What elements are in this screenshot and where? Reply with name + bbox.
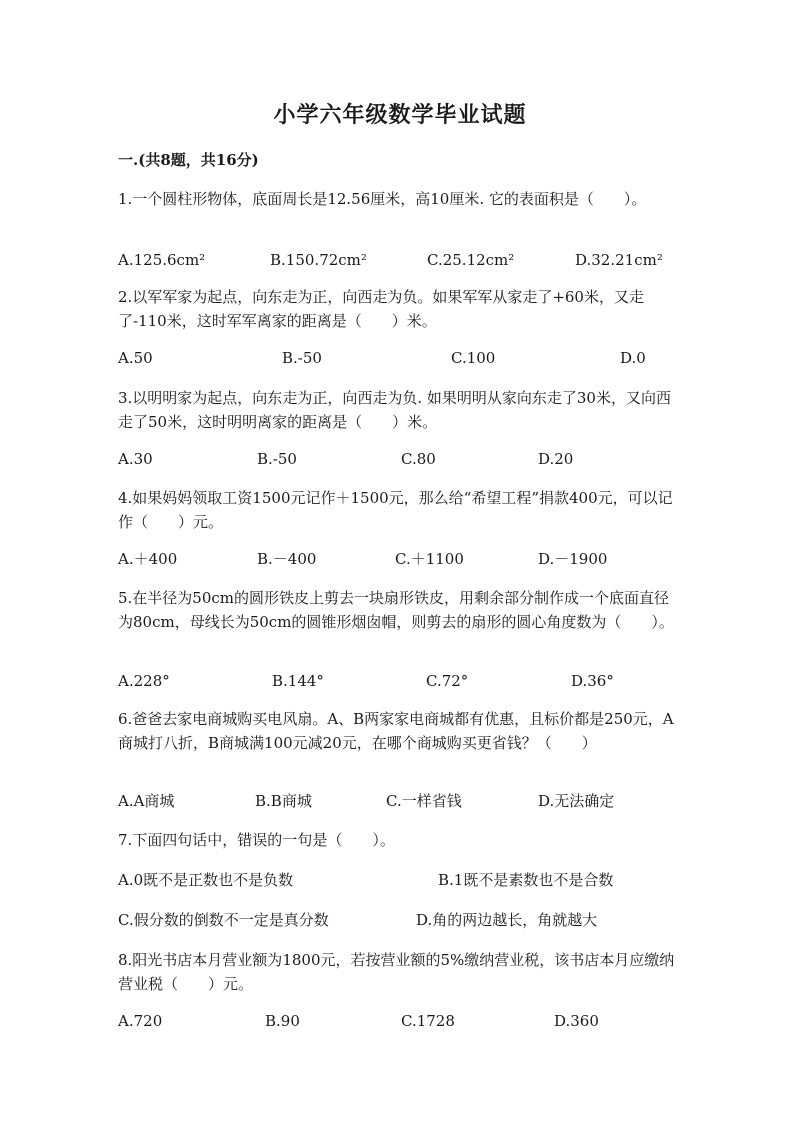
question-7: 7.下面四句话中，错误的一句是（ ）。 (118, 831, 395, 849)
option-d[interactable]: D.－1900 (538, 550, 608, 568)
question-8-options (118, 1009, 680, 1033)
option-c[interactable]: C.72° (426, 672, 469, 690)
option-a[interactable]: A.720 (118, 1012, 163, 1030)
option-b[interactable]: B.-50 (282, 349, 322, 367)
option-d[interactable]: D.360 (554, 1012, 599, 1030)
option-d[interactable]: D.无法确定 (538, 792, 615, 810)
option-b[interactable]: B.150.72cm² (270, 251, 367, 269)
option-a[interactable]: A.50 (118, 349, 153, 367)
question-4-options (118, 547, 680, 571)
option-c[interactable]: C.＋1100 (395, 550, 464, 568)
option-c[interactable]: C.1728 (401, 1012, 455, 1030)
option-a[interactable]: A.228° (118, 672, 170, 690)
option-b[interactable]: B.－400 (257, 550, 317, 568)
option-a[interactable]: A.125.6cm² (118, 251, 206, 269)
option-d[interactable]: D.角的两边越长，角就越大 (416, 911, 598, 929)
question-5: 5.在半径为50cm的圆形铁皮上剪去一块扇形铁皮，用剩余部分制作成一个底面直径为80cm，母线长为50cm的圆锥形烟囱帽，则剪去的扇形的圆心角度数为（ ）。 (118, 589, 674, 631)
page-title: 小学六年级数学毕业试题 (273, 102, 527, 128)
option-a[interactable]: A.30 (118, 450, 153, 468)
option-c[interactable]: C.假分数的倒数不一定是真分数 (118, 911, 329, 929)
option-b[interactable]: B.90 (265, 1012, 300, 1030)
question-6: 6.爸爸去家电商城购买电风扇。A、B两家家电商城都有优惠，且标价都是250元，A商城打八折，B商城满100元减20元，在哪个商城购买更省钱？（ ） (118, 710, 674, 752)
option-b[interactable]: B.1既不是素数也不是合数 (438, 871, 614, 889)
question-2: 2.以军军家为起点，向东走为正，向西走为负。如果军军从家走了+60米，又走了-110米，这时军军离家的距离是（ ）米。 (118, 288, 644, 330)
option-c[interactable]: C.80 (401, 450, 436, 468)
option-a[interactable]: A.0既不是正数也不是负数 (118, 871, 294, 889)
question-2-options (118, 346, 680, 370)
option-b[interactable]: B.B商城 (255, 792, 312, 810)
option-a[interactable]: A.＋400 (118, 550, 178, 568)
option-d[interactable]: D.0 (620, 349, 646, 367)
question-7-options-row-1 (118, 868, 680, 892)
option-a[interactable]: A.A商城 (118, 792, 175, 810)
option-b[interactable]: B.144° (272, 672, 324, 690)
question-5-options (118, 669, 680, 693)
option-c[interactable]: C.100 (451, 349, 496, 367)
section-heading: 一.(共8题，共16分) (118, 151, 259, 169)
option-c[interactable]: C.一样省钱 (386, 792, 462, 810)
question-6-options (118, 789, 680, 813)
option-d[interactable]: D.20 (538, 450, 574, 468)
option-c[interactable]: C.25.12cm² (427, 251, 515, 269)
question-4: 4.如果妈妈领取工资1500元记作＋1500元，那么给“希望工程”捐款400元，可以记作（ ）元。 (118, 489, 673, 531)
question-3: 3.以明明家为起点，向东走为正，向西走为负. 如果明明从家向东走了30米，又向西走了50米，这时明明离家的距离是（ ）米。 (118, 389, 671, 431)
question-1-options (118, 248, 680, 272)
question-3-options (118, 447, 680, 471)
question-8: 8.阳光书店本月营业额为1800元，若按营业额的5%缴纳营业税，该书店本月应缴纳营业税（ ）元。 (118, 951, 675, 993)
option-b[interactable]: B.-50 (257, 450, 297, 468)
option-d[interactable]: D.32.21cm² (575, 251, 663, 269)
option-d[interactable]: D.36° (571, 672, 614, 690)
question-1: 1.一个圆柱形物体，底面周长是12.56厘米，高10厘米. 它的表面积是（ ）。 (118, 190, 647, 208)
question-7-options-row-2 (118, 908, 680, 932)
